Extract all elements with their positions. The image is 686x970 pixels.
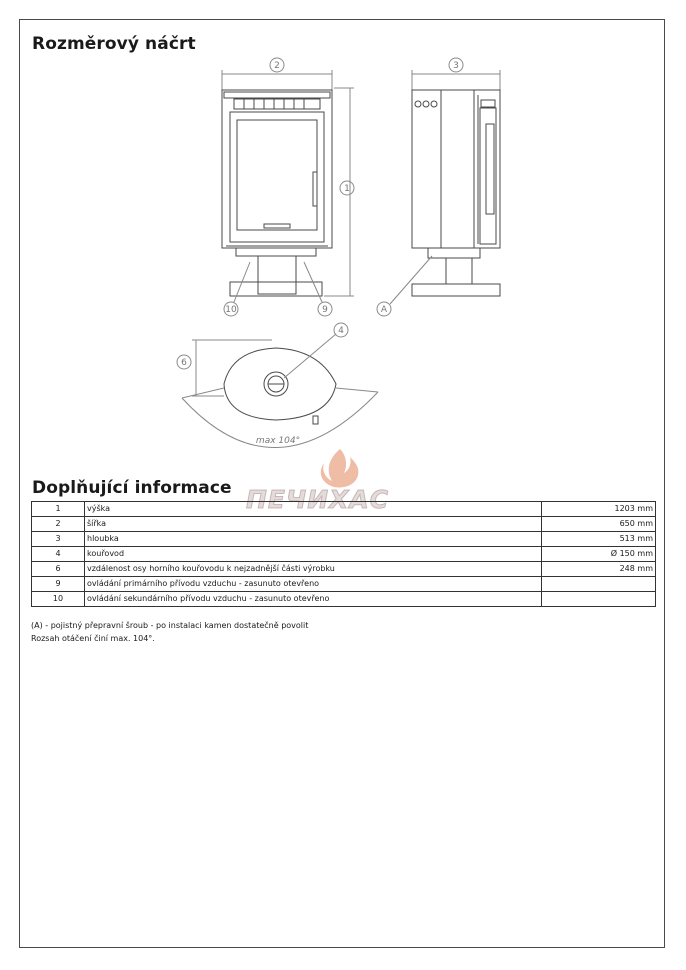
row-description: ovládání sekundárního přívodu vzduchu - zasunuto otevřeno	[85, 592, 542, 607]
row-description: ovládání primárního přívodu vzduchu - zasunuto otevřeno	[85, 577, 542, 592]
table-row	[32, 502, 656, 517]
table-row	[32, 577, 656, 592]
table-row	[32, 532, 656, 547]
flame-icon	[310, 447, 370, 489]
row-description: šířka	[85, 517, 542, 532]
row-number: 10	[32, 592, 85, 607]
info-heading: Doplňující informace	[32, 478, 232, 498]
row-number: 2	[32, 517, 85, 532]
row-value: 513 mm	[542, 532, 656, 547]
info-table	[31, 501, 656, 607]
rotation-label: max 104°	[255, 436, 301, 446]
table-row	[32, 547, 656, 562]
row-description: výška	[85, 502, 542, 517]
callout-distance: 6	[181, 358, 187, 368]
table-row	[32, 592, 656, 607]
row-number: 1	[32, 502, 85, 517]
callout-secondary-air: 10	[225, 305, 237, 315]
callout-width: 2	[274, 61, 280, 71]
row-description: vzdálenost osy horního kouřovodu k nejzadnější části výrobku	[85, 562, 542, 577]
top-view	[177, 323, 378, 448]
note-screw: (A) - pojistný přepravní šroub - po instalaci kamen dostatečně povolit	[31, 621, 309, 630]
callout-height: 1	[344, 184, 350, 194]
note-rotation: Rozsah otáčení činí max. 104°.	[31, 634, 155, 643]
row-value: 248 mm	[542, 562, 656, 577]
side-view	[377, 58, 500, 316]
row-value: 650 mm	[542, 517, 656, 532]
sketch-heading: Rozměrový náčrt	[32, 34, 196, 54]
row-number: 9	[32, 577, 85, 592]
row-value: Ø 150 mm	[542, 547, 656, 562]
callout-primary-air: 9	[322, 305, 328, 315]
row-value: 1203 mm	[542, 502, 656, 517]
front-view	[222, 58, 354, 316]
logo-text: ПЕЧИХАС	[246, 485, 390, 514]
table-row	[32, 562, 656, 577]
callout-depth: 3	[453, 61, 459, 71]
row-number: 3	[32, 532, 85, 547]
row-description: hloubka	[85, 532, 542, 547]
callout-screw: A	[380, 305, 388, 315]
row-number: 4	[32, 547, 85, 562]
row-description: kouřovod	[85, 547, 542, 562]
callout-flue: 4	[338, 326, 344, 336]
table-row	[32, 517, 656, 532]
row-number: 6	[32, 562, 85, 577]
row-value	[542, 577, 656, 592]
row-value	[542, 592, 656, 607]
